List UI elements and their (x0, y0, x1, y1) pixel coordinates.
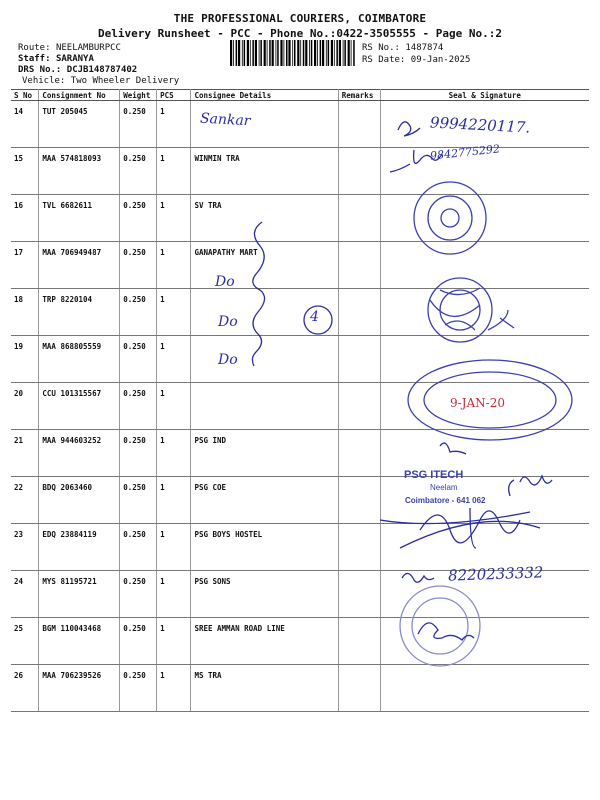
cell-weight: 0.250 (120, 195, 157, 242)
barcode-bar (351, 40, 352, 66)
cell-consignment: BGM 110043468 (39, 618, 120, 665)
cell-remarks (338, 430, 380, 477)
cell-weight: 0.250 (120, 571, 157, 618)
cell-consignee: GANAPATHY MART (191, 242, 338, 289)
table-header-row (11, 90, 589, 101)
cell-weight: 0.250 (120, 430, 157, 477)
cell-sno: 19 (11, 336, 39, 383)
table-row (11, 195, 589, 242)
cell-pcs: 1 (157, 477, 191, 524)
barcode-bar (348, 40, 350, 66)
table-row (11, 430, 589, 477)
rs-no-line (362, 42, 443, 54)
barcode-bar (353, 40, 355, 66)
barcode-bar (238, 40, 240, 66)
cell-seal (380, 524, 589, 571)
cell-sno: 22 (11, 477, 39, 524)
psg-stamp-line1: PSG ITECH (404, 469, 464, 481)
cell-remarks (338, 195, 380, 242)
cell-remarks (338, 383, 380, 430)
psg-stamp-line2: Neelam (430, 483, 458, 492)
cell-consignment: MAA 868805559 (39, 336, 120, 383)
cell-remarks (338, 665, 380, 712)
handwritten-do-20: Do (218, 352, 238, 368)
cell-sno: 24 (11, 571, 39, 618)
barcode-bar (242, 40, 243, 66)
cell-consignment: TVL 6682611 (39, 195, 120, 242)
psg-stamp-line3: Coimbatore - 641 062 (405, 496, 486, 505)
cell-weight: 0.250 (120, 665, 157, 712)
table-row (11, 148, 589, 195)
handwritten-consignee-14: Sankar (199, 110, 251, 130)
cell-consignment: BDQ 2063460 (39, 477, 120, 524)
cell-pcs: 1 (157, 148, 191, 195)
barcode-bar (272, 40, 274, 66)
barcode-bar (320, 40, 322, 66)
drs-label: DRS No.: (18, 65, 62, 75)
cell-consignee: WINMIN TRA (191, 148, 338, 195)
cell-consignment: TRP 8220104 (39, 289, 120, 336)
cell-consignment: MAA 574818093 (39, 148, 120, 195)
barcode-bar (269, 40, 271, 66)
table-row (11, 524, 589, 571)
cell-sno: 15 (11, 148, 39, 195)
barcode-bar (334, 40, 335, 66)
cell-consignee (191, 336, 338, 383)
cell-pcs: 1 (157, 195, 191, 242)
table-row (11, 336, 589, 383)
runsheet-subtitle: Delivery Runsheet - PCC - Phone No.:0422-3505555 - Page No.:2 (98, 27, 502, 40)
cell-remarks (338, 289, 380, 336)
cell-consignee: PSG IND (191, 430, 338, 477)
cell-consignee: PSG COE (191, 477, 338, 524)
cell-pcs: 1 (157, 524, 191, 571)
cell-pcs: 1 (157, 289, 191, 336)
cell-weight: 0.250 (120, 336, 157, 383)
barcode-bar (284, 40, 285, 66)
cell-consignee (191, 383, 338, 430)
cell-weight: 0.250 (120, 289, 157, 336)
vehicle-label: Vehicle: (22, 76, 66, 86)
barcode-bar (331, 40, 333, 66)
cell-pcs: 1 (157, 665, 191, 712)
cell-pcs: 1 (157, 336, 191, 383)
vehicle-line (22, 75, 179, 87)
staff-value: SARANYA (55, 54, 94, 64)
cell-consignment: TUT 205045 (39, 101, 120, 148)
barcode-bar (292, 40, 293, 66)
cell-sno: 23 (11, 524, 39, 571)
cell-sno: 16 (11, 195, 39, 242)
cell-consignment: EDQ 23884119 (39, 524, 120, 571)
cell-pcs: 1 (157, 242, 191, 289)
cell-sno: 20 (11, 383, 39, 430)
col-seal: Seal & Signature (380, 90, 589, 101)
handwritten-do-19: Do (218, 314, 238, 330)
barcode-bar (344, 40, 346, 66)
table-row (11, 242, 589, 289)
cell-consignment: MAA 706949487 (39, 242, 120, 289)
cell-weight: 0.250 (120, 242, 157, 289)
handwritten-phone-15: 9842775292 (429, 142, 501, 163)
rs-no-label: RS No.: (362, 43, 400, 53)
company-title: THE PROFESSIONAL COURIERS, COIMBATORE (173, 12, 427, 25)
cell-pcs: 1 (157, 571, 191, 618)
cell-remarks (338, 477, 380, 524)
barcode-bar (277, 40, 279, 66)
cell-seal (380, 242, 589, 289)
barcode-bar (280, 40, 282, 66)
rs-date-value: 09-Jan-2025 (410, 55, 471, 65)
cell-sno: 14 (11, 101, 39, 148)
cell-consignment: MAA 944603252 (39, 430, 120, 477)
col-consignment: Consignment No (39, 90, 120, 101)
barcode-bar (317, 40, 318, 66)
table-row (11, 289, 589, 336)
cell-remarks (338, 336, 380, 383)
barcode-bar (250, 40, 251, 66)
barcode-bar (336, 40, 338, 66)
cell-consignee: SV TRA (191, 195, 338, 242)
barcode-bar (314, 40, 316, 66)
cell-consignee: SREE AMMAN ROAD LINE (191, 618, 338, 665)
handwritten-phone-25: 8220233332 (447, 563, 544, 585)
cell-seal (380, 618, 589, 665)
barcode-bar (294, 40, 296, 66)
barcode-bar (264, 40, 266, 66)
cell-consignee: PSG SONS (191, 571, 338, 618)
rs-date-label: RS Date: (362, 55, 406, 65)
barcode-bar (339, 40, 341, 66)
col-consignee: Consignee Details (191, 90, 338, 101)
barcode-bar (244, 40, 246, 66)
rs-no-value: 1487874 (405, 43, 444, 53)
barcode-bar (300, 40, 301, 66)
col-sno: S No (11, 90, 39, 101)
cell-seal (380, 195, 589, 242)
cell-seal (380, 665, 589, 712)
barcode-bar (328, 40, 330, 66)
handwritten-circled-number: 4 (310, 309, 319, 325)
barcode-bar (343, 40, 344, 66)
cell-pcs: 1 (157, 101, 191, 148)
cell-sno: 18 (11, 289, 39, 336)
cell-remarks (338, 148, 380, 195)
handwritten-phone-14: 9994220117. (429, 113, 531, 137)
cell-sno: 25 (11, 618, 39, 665)
route-label: Route: (18, 43, 51, 53)
route-value: NEELAMBURPCC (55, 43, 121, 53)
barcode-bar (286, 40, 288, 66)
barcode-bar (326, 40, 327, 66)
cell-consignment: CCU 101315567 (39, 383, 120, 430)
barcode-bar (255, 40, 257, 66)
barcode-bar (288, 40, 290, 66)
col-weight: Weight (120, 90, 157, 101)
table-row (11, 618, 589, 665)
cell-consignment: MAA 706239526 (39, 665, 120, 712)
table-row (11, 665, 589, 712)
cell-remarks (338, 101, 380, 148)
cell-weight: 0.250 (120, 618, 157, 665)
barcode-bar (233, 40, 234, 66)
cell-seal (380, 336, 589, 383)
barcode-bar (276, 40, 277, 66)
cell-remarks (338, 242, 380, 289)
cell-seal (380, 289, 589, 336)
cell-pcs: 1 (157, 383, 191, 430)
cell-sno: 26 (11, 665, 39, 712)
barcode-bar (252, 40, 254, 66)
drs-value: DCJB148787402 (66, 65, 138, 75)
cell-consignment: MYS 81195721 (39, 571, 120, 618)
staff-label: Staff: (18, 54, 51, 64)
stamp-date: 9-JAN-20 (450, 396, 505, 410)
col-pcs: PCS (157, 90, 191, 101)
barcode (230, 40, 356, 66)
cell-weight: 0.250 (120, 148, 157, 195)
barcode-bar (259, 40, 260, 66)
barcode-bar (311, 40, 313, 66)
cell-weight: 0.250 (120, 101, 157, 148)
cell-remarks (338, 571, 380, 618)
barcode-bar (322, 40, 324, 66)
barcode-bar (247, 40, 249, 66)
cell-sno: 21 (11, 430, 39, 477)
vehicle-value: Two Wheeler Delivery (70, 76, 180, 86)
col-remarks: Remarks (338, 90, 380, 101)
cell-consignee: PSG BOYS HOSTEL (191, 524, 338, 571)
cell-sno: 17 (11, 242, 39, 289)
barcode-bar (230, 40, 232, 66)
cell-weight: 0.250 (120, 477, 157, 524)
handwritten-do-18: Do (215, 274, 235, 290)
rs-date-line (362, 54, 470, 66)
cell-remarks (338, 524, 380, 571)
cell-pcs: 1 (157, 618, 191, 665)
barcode-bar (297, 40, 299, 66)
barcode-bar (236, 40, 238, 66)
table-row (11, 477, 589, 524)
cell-weight: 0.250 (120, 524, 157, 571)
cell-consignee: MS TRA (191, 665, 338, 712)
cell-pcs: 1 (157, 430, 191, 477)
cell-weight: 0.250 (120, 383, 157, 430)
barcode-bar (260, 40, 262, 66)
barcode-bar (267, 40, 268, 66)
barcode-bar (309, 40, 310, 66)
cell-remarks (338, 618, 380, 665)
barcode-bar (303, 40, 305, 66)
barcode-bar (305, 40, 307, 66)
